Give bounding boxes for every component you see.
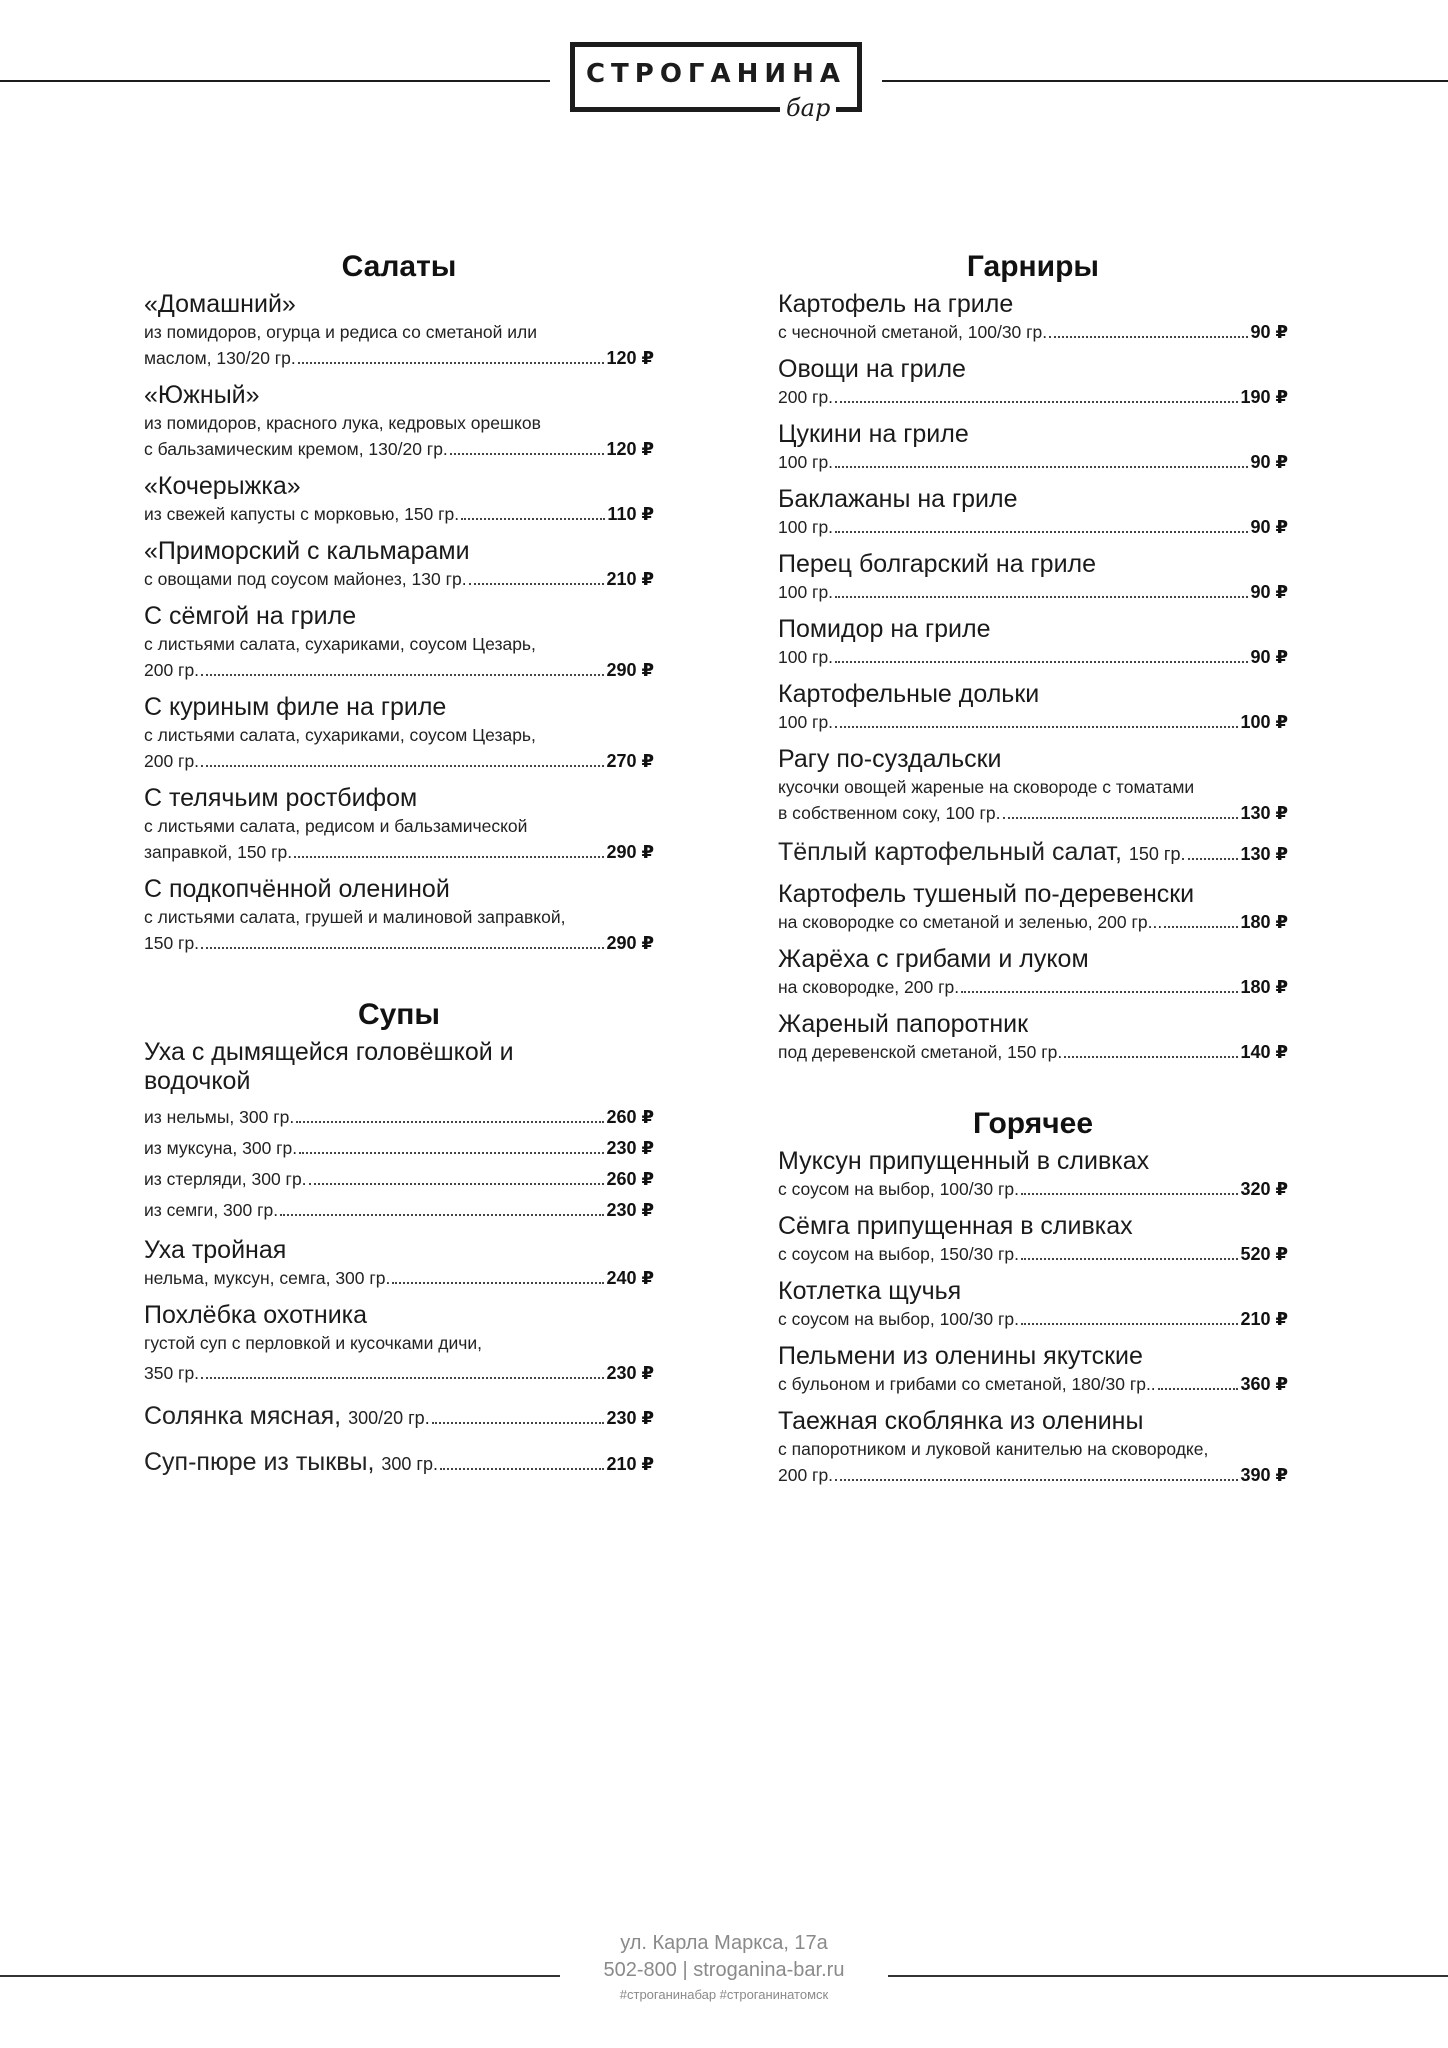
item-weight: 100 гр. [778,712,834,732]
item-price: 100 ₽ [1240,712,1288,732]
menu-item [778,550,1288,605]
item-weight: маслом, 130/20 гр. [144,348,296,368]
item-name: Цукини на гриле [778,420,969,448]
menu-item [778,745,1288,826]
dot-leader [450,453,605,455]
dot-leader [835,661,1248,663]
item-weight: с бульоном и грибами со сметаной, 180/30 гр.. [778,1374,1156,1394]
item-weight: с соусом на выбор, 100/30 гр. [778,1179,1019,1199]
garnish-list-continued [778,880,1288,1065]
item-name: Сёмга припущенная в сливках [778,1212,1133,1240]
item-line [778,1176,1288,1202]
item-price: 230 ₽ [606,1200,654,1220]
item-name: «Домашний» [144,290,296,318]
item-name: Жарёха с грибами и луком [778,945,1089,973]
dot-leader [299,1152,604,1154]
dot-leader [201,1377,604,1379]
item-name: Суп-пюре из тыквы, 300 гр. [144,1448,438,1476]
dot-leader [298,362,605,364]
item-name: Уха с дымящейся головёшкой и водочкой [144,1038,514,1095]
item-weight: с соусом на выбор, 150/30 гр. [778,1244,1019,1264]
item-price: 210 ₽ [606,569,654,589]
menu-item [778,1212,1288,1267]
dot-leader [961,991,1238,993]
item-price: 90 ₽ [1250,452,1288,472]
item-price: 390 ₽ [1240,1465,1288,1485]
item-name: Картофель на гриле [778,290,1014,318]
item-weight: нельма, муксун, семга, 300 гр. [144,1268,391,1288]
menu-item [144,693,654,774]
logo-subtitle: бар [780,94,836,122]
item-description: кусочки овощей жареные на сковороде с томатами [778,777,1195,797]
menu-item [778,836,1288,870]
item-name: Уха тройная [144,1236,287,1264]
item-weight: 100 гр. [778,452,834,472]
dot-leader [1021,1258,1239,1260]
dot-leader [201,947,604,949]
item-weight: 200 гр. [778,1465,834,1485]
item-line [778,1462,1288,1488]
item-line [144,657,654,683]
item-description: с листьями салата, сухариками, соусом Цезарь, [144,725,536,745]
item-price: 90 ₽ [1250,322,1288,342]
item-line [144,345,654,371]
item-price: 180 ₽ [1240,912,1288,932]
dot-leader [280,1214,604,1216]
item-name: Жареный папоротник [778,1010,1029,1038]
item-price: 210 ₽ [606,1454,654,1474]
item-name: Котлетка щучья [778,1277,962,1305]
menu-item [144,1301,654,1386]
item-price: 210 ₽ [1240,1309,1288,1329]
item-line [144,1133,654,1164]
dot-leader [1003,817,1239,819]
item-line [778,909,1288,935]
item-price: 270 ₽ [606,751,654,771]
item-price: 260 ₽ [606,1107,654,1127]
dot-leader [1158,1388,1239,1390]
dot-leader [835,531,1248,533]
item-weight: в собственном соку, 100 гр. [778,803,1001,823]
item-name: Картофель тушеный по-деревенски [778,880,1195,908]
dot-leader [296,1121,604,1123]
item-price: 120 ₽ [606,348,654,368]
menu-item [144,1400,654,1434]
item-name: Баклажаны на гриле [778,485,1018,513]
item-line [144,1400,654,1434]
item-weight: 300 гр. [381,1454,438,1474]
dot-leader [440,1468,604,1470]
footer-address: ул. Карла Маркса, 17а [620,1932,828,1954]
item-line [144,1360,654,1386]
item-line [778,579,1288,605]
hot-list [778,1147,1288,1488]
category-title-garnish: Гарниры [966,250,1100,283]
item-line [778,709,1288,735]
item-weight: заправкой, 150 гр. [144,842,293,862]
item-weight: из нельмы, 300 гр. [144,1107,295,1127]
menu-item [778,1407,1288,1488]
item-description: с листьями салата, сухариками, соусом Цезарь, [144,634,536,654]
dot-leader [835,596,1248,598]
dot-leader [309,1183,605,1185]
dot-leader [1064,1056,1238,1058]
garnish-list [778,290,1288,826]
item-line [778,1241,1288,1267]
menu-item [144,472,654,527]
menu-item [778,1010,1288,1065]
item-price: 90 ₽ [1250,582,1288,602]
item-price: 110 ₽ [607,504,654,524]
item-line [144,566,654,592]
item-name: Овощи на гриле [778,355,966,383]
item-price: 240 ₽ [606,1268,654,1288]
item-weight: с бальзамическим кремом, 130/20 гр. [144,439,448,459]
dot-leader [835,401,1238,403]
item-price: 230 ₽ [606,1138,654,1158]
item-weight: под деревенской сметаной, 150 гр. [778,1042,1063,1062]
item-name: С куриным филе на гриле [144,693,447,721]
dot-leader [1188,858,1239,860]
logo-title: СТРОГАНИНА [585,59,847,89]
header-rule-left [0,80,550,82]
item-name: Помидор на гриле [778,615,991,643]
item-weight: с чесночной сметаной, 100/30 гр. [778,322,1048,342]
item-line [778,974,1288,1000]
item-name: Пельмени из оленины якутские [778,1342,1143,1370]
item-weight: 200 гр. [144,660,200,680]
menu-item [144,1446,654,1480]
dot-leader [461,518,605,520]
dot-leader [1164,926,1238,928]
menu-item [778,355,1288,410]
dot-leader [1021,1323,1239,1325]
menu-item [144,290,654,371]
item-line [778,1371,1288,1397]
item-weight: из свежей капусты с морковью, 150 гр. [144,504,460,524]
item-price: 520 ₽ [1240,1244,1288,1264]
item-name: Похлёбка охотника [144,1301,368,1329]
item-price: 90 ₽ [1250,647,1288,667]
item-name: С телячьим ростбифом [144,784,418,812]
dot-leader [201,674,604,676]
dot-leader [294,856,604,858]
item-description: из помидоров, красного лука, кедровых орешков [144,413,541,433]
item-name: Муксун припущенный в сливках [778,1147,1150,1175]
item-name: «Приморский с кальмарами [144,537,470,565]
ukha-variants [144,1102,654,1226]
item-price: 260 ₽ [606,1169,654,1189]
item-price: 120 ₽ [606,439,654,459]
item-weight: с соусом на выбор, 100/30 гр. [778,1309,1019,1329]
item-weight: 100 гр. [778,582,834,602]
menu-item [778,290,1288,345]
footer-hashtags: #строганинабар #строганинатомск [619,1987,829,2002]
item-line [778,384,1288,410]
menu-item [144,1236,654,1291]
item-line [144,1265,654,1291]
item-weight: из семги, 300 гр. [144,1200,279,1220]
menu-item [778,420,1288,475]
item-line [778,514,1288,540]
item-price: 230 ₽ [606,1408,654,1428]
item-weight: 300/20 гр. [348,1408,430,1428]
dot-leader [469,583,605,585]
menu-item [778,945,1288,1000]
item-weight: с овощами под соусом майонез, 130 гр. [144,569,467,589]
item-line [144,1102,654,1133]
item-line [778,836,1288,870]
item-line [144,1195,654,1226]
menu-item [778,1342,1288,1397]
item-price: 130 ₽ [1240,844,1288,864]
item-line [144,501,654,527]
item-name: Картофельные дольки [778,680,1040,708]
menu-item [144,537,654,592]
left-column [144,250,654,1490]
dot-leader [1021,1193,1239,1195]
category-title-salads: Салаты [341,250,457,283]
footer-contacts: 502-800 | stroganina-bar.ru [603,1959,845,1981]
category-title-soups: Супы [357,998,441,1031]
menu-item [778,1277,1288,1332]
item-weight: 100 гр. [778,647,834,667]
footer [0,1930,1448,2006]
item-price: 290 ₽ [606,933,654,953]
item-description: с папоротником и луковой канителью на сковородке, [778,1439,1209,1459]
item-price: 130 ₽ [1240,803,1288,823]
item-description: из помидоров, огурца и редиса со сметаной или [144,322,537,342]
item-price: 290 ₽ [606,660,654,680]
menu-item [778,485,1288,540]
item-weight: на сковородке со сметаной и зеленью, 200 гр... [778,912,1163,932]
item-line [778,644,1288,670]
menu-item [144,875,654,956]
item-weight: из муксуна, 300 гр. [144,1138,298,1158]
item-line [144,748,654,774]
item-name: Солянка мясная, 300/20 гр. [144,1402,430,1430]
item-line [144,839,654,865]
item-line [144,436,654,462]
menu-item [144,1038,654,1226]
item-weight: 350 гр. [144,1363,200,1383]
item-name: «Южный» [144,381,260,409]
item-price: 90 ₽ [1250,517,1288,537]
menu-item [144,602,654,683]
item-description: с листьями салата, редисом и бальзамической [144,816,528,836]
item-line [778,800,1288,826]
dot-leader [201,765,604,767]
item-price: 180 ₽ [1240,977,1288,997]
item-price: 190 ₽ [1240,387,1288,407]
item-weight: из стерляди, 300 гр. [144,1169,307,1189]
item-name: Рагу по-суздальски [778,745,1002,773]
item-price: 230 ₽ [606,1363,654,1383]
item-line [778,1306,1288,1332]
item-name: Таежная скоблянка из оленины [778,1407,1144,1435]
menu-item [144,381,654,462]
dot-leader [1049,336,1248,338]
menu-item [778,880,1288,935]
item-line [778,319,1288,345]
item-line [778,1039,1288,1065]
item-description: с листьями салата, грушей и малиновой заправкой, [144,907,566,927]
menu-item [778,1147,1288,1202]
item-name: Тёплый картофельный салат, 150 гр. [778,838,1186,866]
menu-item [778,680,1288,735]
item-description: густой суп с перловкой и кусочками дичи, [144,1333,482,1353]
menu-item [144,784,654,865]
item-price: 290 ₽ [606,842,654,862]
item-price: 320 ₽ [1240,1179,1288,1199]
header-rule-right [882,80,1448,82]
menu-item [778,615,1288,670]
item-weight: 100 гр. [778,517,834,537]
dot-leader [392,1282,604,1284]
item-price: 140 ₽ [1240,1042,1288,1062]
dot-leader [432,1422,605,1424]
item-line [778,449,1288,475]
item-weight: 200 гр. [778,387,834,407]
item-weight: 200 гр. [144,751,200,771]
item-weight: 150 гр. [1128,844,1186,864]
item-line [144,930,654,956]
item-line [144,1446,654,1480]
dot-leader [835,726,1238,728]
category-title-hot: Горячее [972,1107,1094,1140]
item-name: Перец болгарский на гриле [778,550,1097,578]
salad-list [144,290,654,956]
item-weight: на сковородке, 200 гр. [778,977,960,997]
item-name: «Кочерыжка» [144,472,301,500]
item-line [144,1164,654,1195]
right-column [778,250,1288,1498]
dot-leader [835,1479,1238,1481]
dot-leader [835,466,1248,468]
item-name: С сёмгой на гриле [144,602,357,630]
item-price: 360 ₽ [1240,1374,1288,1394]
item-weight: 150 гр. [144,933,200,953]
item-name: С подкопчённой олениной [144,875,450,903]
